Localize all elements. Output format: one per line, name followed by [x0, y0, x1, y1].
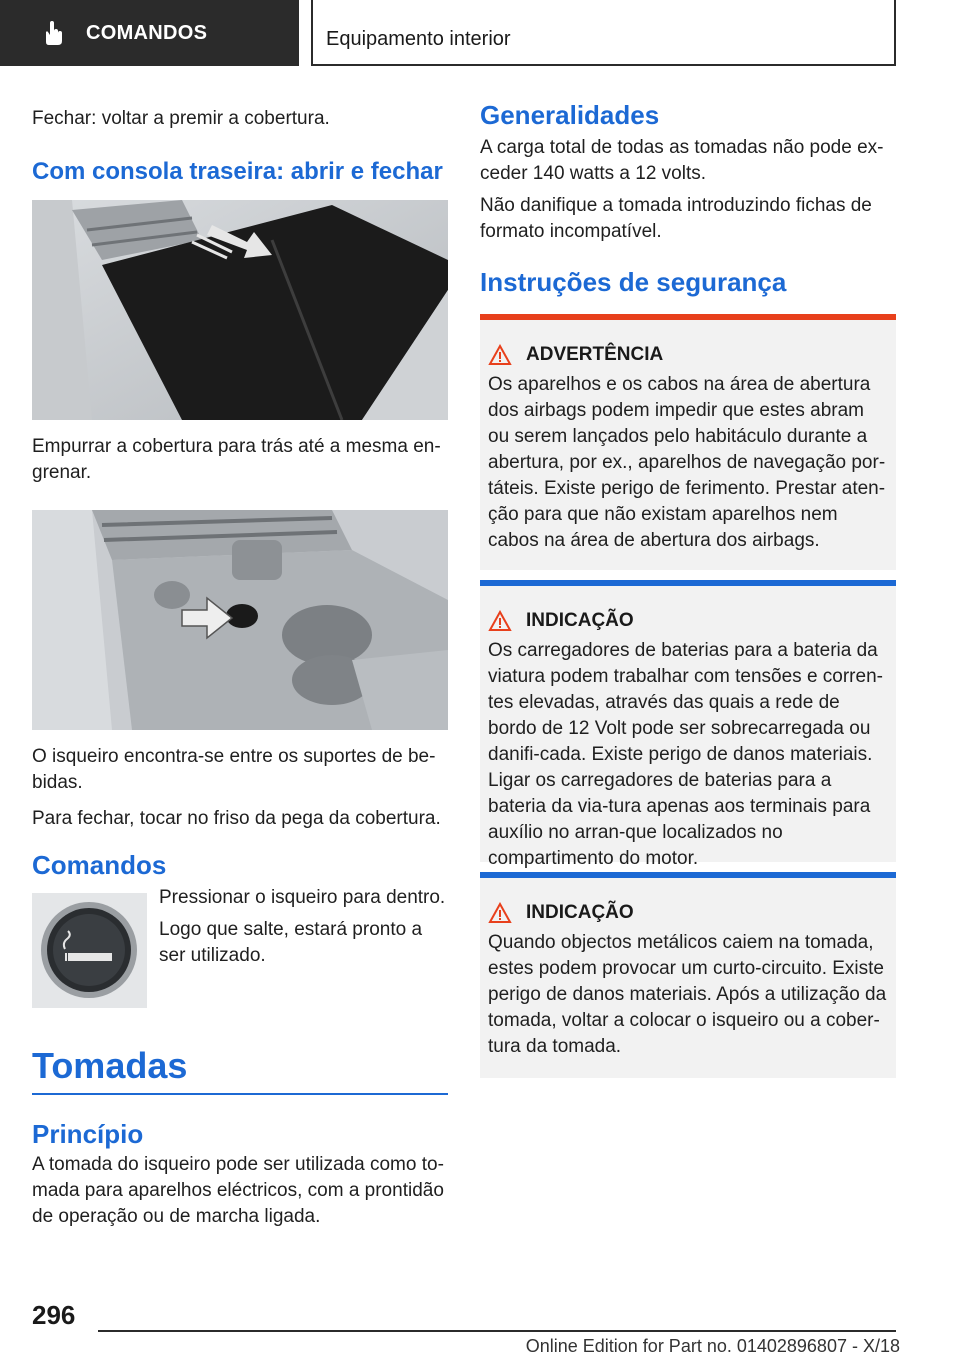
controls-p2: Logo que salte, estará pronto a ser utilizado.	[159, 919, 423, 966]
close-text: Fechar: voltar a premir a cobertura.	[32, 108, 330, 129]
warning-triangle-icon	[488, 610, 512, 632]
center-console-cover-photo	[32, 200, 448, 420]
warning-triangle-icon	[488, 344, 512, 366]
warning-box	[480, 314, 896, 570]
section-tab-label: Equipamento interior	[326, 28, 511, 50]
safety-heading: Instruções de segurança	[480, 267, 787, 297]
notice-bar	[480, 872, 896, 878]
notice-text: Quando objectos metálicos caiem na tomada, estes podem provocar um curto-circuito. Existe perigo de danos materiais. Após a utilização da tomada, voltar a colocar o isqueiro ou a cober-tura da tomada.	[488, 932, 887, 1057]
notice-box	[480, 580, 896, 869]
left-column	[32, 100, 448, 1230]
general-p1: A carga total de todas as tomadas não pode ex-ceder 140 watts a 12 volts.	[480, 137, 884, 184]
warning-title: ADVERTÊNCIA	[526, 344, 664, 365]
chapter-tab[interactable]	[0, 0, 299, 66]
lighter-location-text: O isqueiro encontra-se entre os suportes de be-bidas.	[32, 746, 436, 793]
notice-text: Os carregadores de baterias para a bateria da viatura podem trabalhar com tensões e corren-tes elevadas, através das quais a rede de bordo de 12 Volt pode ser sobrecarregada ou danifi-cada. Existe perigo de danos materiais. Ligar os carregadores de baterias para a bateria da via-tura apenas aos terminais para auxílio no arran-que localizados no compartimento do motor.	[488, 640, 883, 869]
notice-title: INDICAÇÃO	[526, 902, 634, 923]
controls-p1: Pressionar o isqueiro para dentro.	[159, 887, 446, 908]
warning-text: Os aparelhos e os cabos na área de abertura dos airbags podem impedir que estes abram ou serem lançados pelo habitáculo durante a abertura, por ex., aparelhos de navegação por-táteis. Existe perigo de ferimento. Prestar aten-ção para que não existam aparelhos nem cabos na área de abertura dos airbags.	[488, 374, 886, 551]
section-tab	[311, 0, 896, 66]
push-cover-text: Empurrar a cobertura para trás até a mesma en-grenar.	[32, 436, 441, 483]
notice-bar	[480, 580, 896, 586]
outlets-rule	[32, 1093, 448, 1095]
page-header	[0, 0, 960, 66]
close-touch-text: Para fechar, tocar no friso da pega da cobertura.	[32, 808, 441, 829]
hand-pointer-icon	[40, 20, 66, 46]
cigarette-lighter-photo	[32, 893, 147, 1008]
outlets-heading: Tomadas	[32, 1045, 188, 1086]
general-p2: Não danifique a tomada introduzindo fichas de formato incompatível.	[480, 195, 872, 242]
edition-text: Online Edition for Part no. 01402896807 - X/18	[525, 1336, 900, 1356]
notice-title: INDICAÇÃO	[526, 610, 634, 631]
general-heading: Generalidades	[480, 100, 660, 130]
warning-triangle-icon	[488, 902, 512, 924]
controls-block	[32, 885, 448, 1005]
controls-heading: Comandos	[32, 850, 167, 880]
footer-rule	[98, 1330, 896, 1332]
chapter-tab-label: COMANDOS	[86, 21, 208, 44]
principle-heading: Princípio	[32, 1119, 144, 1149]
principle-text: A tomada do isqueiro pode ser utilizada como to-mada para aparelhos eléctricos, com a prontidão de operação ou de marcha ligada.	[32, 1154, 444, 1227]
warning-bar	[480, 314, 896, 320]
notice-box	[480, 872, 896, 1078]
page-number: 296	[32, 1300, 76, 1330]
right-column	[480, 100, 896, 298]
lighter-location-photo	[32, 510, 448, 730]
rear-console-heading: Com consola traseira: abrir e fechar	[32, 158, 443, 185]
